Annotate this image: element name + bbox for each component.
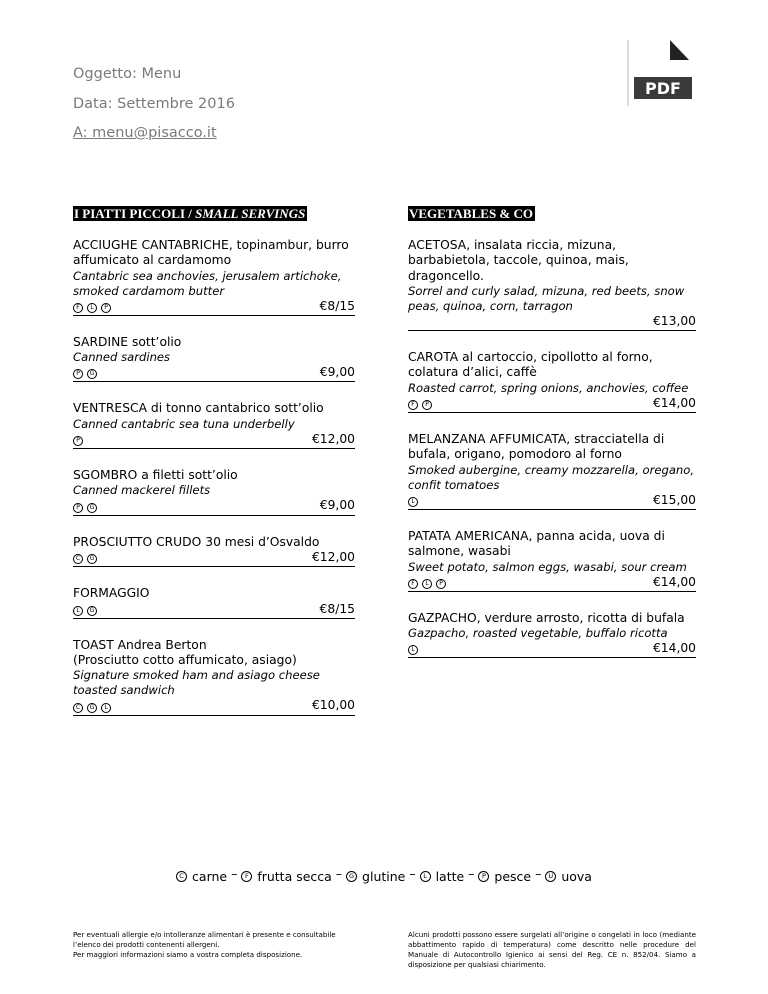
legend-entry	[478, 869, 531, 884]
allergen-icons	[408, 645, 418, 656]
fish-allergen-icon: P	[73, 369, 83, 379]
item-english-name: Canned cantabric sea tuna underbelly	[73, 416, 295, 431]
milk-allergen-icon: L	[101, 703, 111, 713]
fish-allergen-icon: P	[101, 303, 111, 313]
gluten-allergen-icon: G	[346, 871, 357, 882]
small-servings-list	[73, 238, 355, 716]
item-name: CAROTA al cartoccio, cipollotto al forno, colatura d’alici, caffè	[408, 350, 653, 380]
vegetables-title: VEGETABLES & CO	[409, 206, 534, 221]
item-price-row	[408, 396, 696, 413]
egg-allergen-icon: U	[545, 871, 556, 882]
legend-label: latte	[435, 869, 465, 884]
item-name: TOAST Andrea Berton (Prosciutto cotto affumicato, asiago)	[73, 637, 297, 668]
item-price-row	[73, 365, 355, 382]
menu-item	[408, 432, 696, 510]
legend-entry	[346, 869, 405, 884]
milk-allergen-icon: L	[87, 303, 97, 313]
meat-allergen-icon: C	[73, 703, 83, 713]
menu-item	[73, 335, 355, 383]
meat-allergen-icon: C	[73, 554, 83, 564]
item-name: SARDINE sott’olio	[73, 334, 182, 349]
item-price: €8/15	[319, 601, 355, 616]
legend-separator: –	[531, 866, 546, 881]
milk-allergen-icon: L	[408, 645, 418, 655]
item-name: FORMAGGIO	[73, 586, 150, 601]
item-price-row	[408, 575, 696, 592]
legend-separator: –	[464, 866, 479, 881]
fish-allergen-icon: P	[478, 871, 489, 882]
item-price: €12,00	[311, 549, 355, 564]
menu-item	[73, 586, 355, 619]
allergen-icons	[408, 579, 446, 590]
pdf-icon[interactable]	[627, 40, 700, 106]
item-name: MELANZANA AFFUMICATA, stracciatella di bufala, origano, pomodoro al forno	[408, 432, 665, 462]
item-english-name: Roasted carrot, spring onions, anchovies, coffee	[408, 380, 689, 395]
legend-separator: –	[405, 866, 420, 881]
item-price: €13,00	[652, 313, 696, 328]
item-price-row	[73, 299, 355, 316]
item-price-row	[73, 432, 355, 449]
item-english-name: Signature smoked ham and asiago cheese toasted sandwich	[73, 668, 320, 698]
allergen-icons	[408, 400, 432, 411]
item-price: €9,00	[319, 365, 355, 380]
gluten-allergen-icon: G	[87, 606, 97, 616]
recipient-email-link[interactable]: A: menu@pisacco.it	[73, 125, 217, 141]
item-name: PATATA AMERICANA, panna acida, uova di salmone, wasabi	[408, 528, 665, 559]
item-name: VENTRESCA di tonno cantabrico sott’olio	[73, 401, 324, 416]
item-name: PROSCIUTTO CRUDO 30 mesi d’Osvaldo	[73, 534, 320, 549]
item-price-row	[73, 698, 355, 715]
nuts-allergen-icon: F	[408, 579, 418, 589]
item-price-row	[73, 498, 355, 515]
allergen-icons	[73, 436, 83, 447]
legend-label: carne	[192, 869, 228, 884]
item-price: €15,00	[652, 492, 696, 507]
subject-line: Oggetto: Menu	[73, 66, 182, 82]
gluten-allergen-icon: G	[87, 503, 97, 513]
gluten-allergen-icon: G	[87, 369, 97, 379]
item-price-row	[73, 602, 355, 619]
vegetables-list	[408, 238, 696, 658]
menu-item	[73, 401, 355, 449]
legend-entry	[420, 869, 465, 884]
item-price: €14,00	[652, 641, 696, 656]
item-english-name: Cantabric sea anchovies, jerusalem artichoke, smoked cardamom butter	[73, 268, 342, 298]
menu-item	[73, 238, 355, 316]
legend-label: pesce	[494, 869, 532, 884]
item-price-row	[408, 641, 696, 658]
menu-item	[73, 535, 355, 568]
menu-item	[408, 350, 696, 413]
gluten-allergen-icon: G	[87, 703, 97, 713]
legend-label: frutta secca	[257, 869, 332, 884]
menu-item	[408, 611, 696, 659]
item-price-row	[408, 493, 696, 510]
vegetables-column	[408, 203, 696, 677]
legend-label: glutine	[362, 869, 406, 884]
allergen-legend	[0, 866, 768, 884]
legend-entry	[176, 869, 227, 884]
small-servings-column	[73, 203, 355, 735]
legend-label: uova	[561, 869, 592, 884]
legend-entry	[241, 869, 332, 884]
allergen-icons	[73, 606, 97, 617]
item-price: €9,00	[319, 498, 355, 513]
item-english-name: Canned mackerel fillets	[73, 483, 211, 498]
legend-entry	[545, 869, 592, 884]
fish-allergen-icon: P	[73, 436, 83, 446]
small-servings-title: I PIATTI PICCOLI / SMALL SERVINGS	[74, 206, 306, 221]
allergen-icons	[73, 554, 97, 565]
item-price-row	[73, 550, 355, 567]
milk-allergen-icon: L	[420, 871, 431, 882]
item-price: €14,00	[652, 574, 696, 589]
item-price: €12,00	[311, 431, 355, 446]
date-line: Data: Settembre 2016	[73, 96, 235, 112]
menu-item	[408, 529, 696, 592]
meat-allergen-icon: C	[176, 871, 187, 882]
item-price: €8/15	[319, 298, 355, 313]
allergen-icons	[73, 303, 111, 314]
allergy-notice: Per eventuali allergie e/o intolleranze alimentari è presente e consultabile l’elenco dei prodotti contenenti allergeni. Per maggiori informazioni siamo a vostra completa disposizione.	[73, 930, 336, 959]
item-name: ACETOSA, insalata riccia, mizuna, barbabietola, taccole, quinoa, mais, dragoncello.	[408, 238, 629, 283]
item-price: €10,00	[311, 698, 355, 713]
item-english-name: Canned sardines	[73, 350, 171, 365]
item-name: GAZPACHO, verdure arrosto, ricotta di bufala	[408, 610, 685, 625]
fish-allergen-icon: P	[436, 579, 446, 589]
menu-item	[73, 638, 355, 716]
legend-separator: –	[227, 866, 242, 881]
pdf-badge-text: PDF	[645, 79, 681, 98]
allergen-icons	[408, 497, 418, 508]
nuts-allergen-icon: F	[241, 871, 252, 882]
milk-allergen-icon: L	[408, 497, 418, 507]
gluten-allergen-icon: G	[87, 554, 97, 564]
allergen-icons	[73, 503, 97, 514]
item-english-name: Sweet potato, salmon eggs, wasabi, sour cream	[408, 559, 687, 574]
milk-allergen-icon: L	[73, 606, 83, 616]
item-price-row	[408, 314, 696, 331]
menu-item	[73, 468, 355, 516]
legend-separator: –	[331, 866, 347, 881]
allergen-icons	[73, 369, 97, 380]
frozen-products-notice: Alcuni prodotti possono essere surgelati all’origine o congelati in loco (mediante abbattimento rapido di temperatura) come descritto nelle procedure del Manuale di Autocontrollo Igienico ai sensi del Reg. CE n. 852/04. Siamo a disposizione per qualsiasi chiarimento.	[408, 930, 696, 969]
milk-allergen-icon: L	[422, 579, 432, 589]
allergen-icons	[73, 703, 111, 714]
item-english-name: Sorrel and curly salad, mizuna, red beets, snow peas, quinoa, corn, tarragon	[408, 283, 685, 313]
nuts-allergen-icon: F	[408, 400, 418, 410]
nuts-allergen-icon: F	[73, 303, 83, 313]
item-price: €14,00	[652, 395, 696, 410]
fish-allergen-icon: P	[422, 400, 432, 410]
fish-allergen-icon: P	[73, 503, 83, 513]
item-name: SGOMBRO a filetti sott’olio	[73, 468, 238, 483]
menu-item	[408, 238, 696, 331]
item-english-name: Gazpacho, roasted vegetable, buffalo ricotta	[408, 626, 668, 641]
item-name: ACCIUGHE CANTABRICHE, topinambur, burro affumicato al cardamomo	[73, 238, 349, 268]
item-english-name: Smoked aubergine, creamy mozzarella, oregano, confit tomatoes	[408, 462, 695, 492]
